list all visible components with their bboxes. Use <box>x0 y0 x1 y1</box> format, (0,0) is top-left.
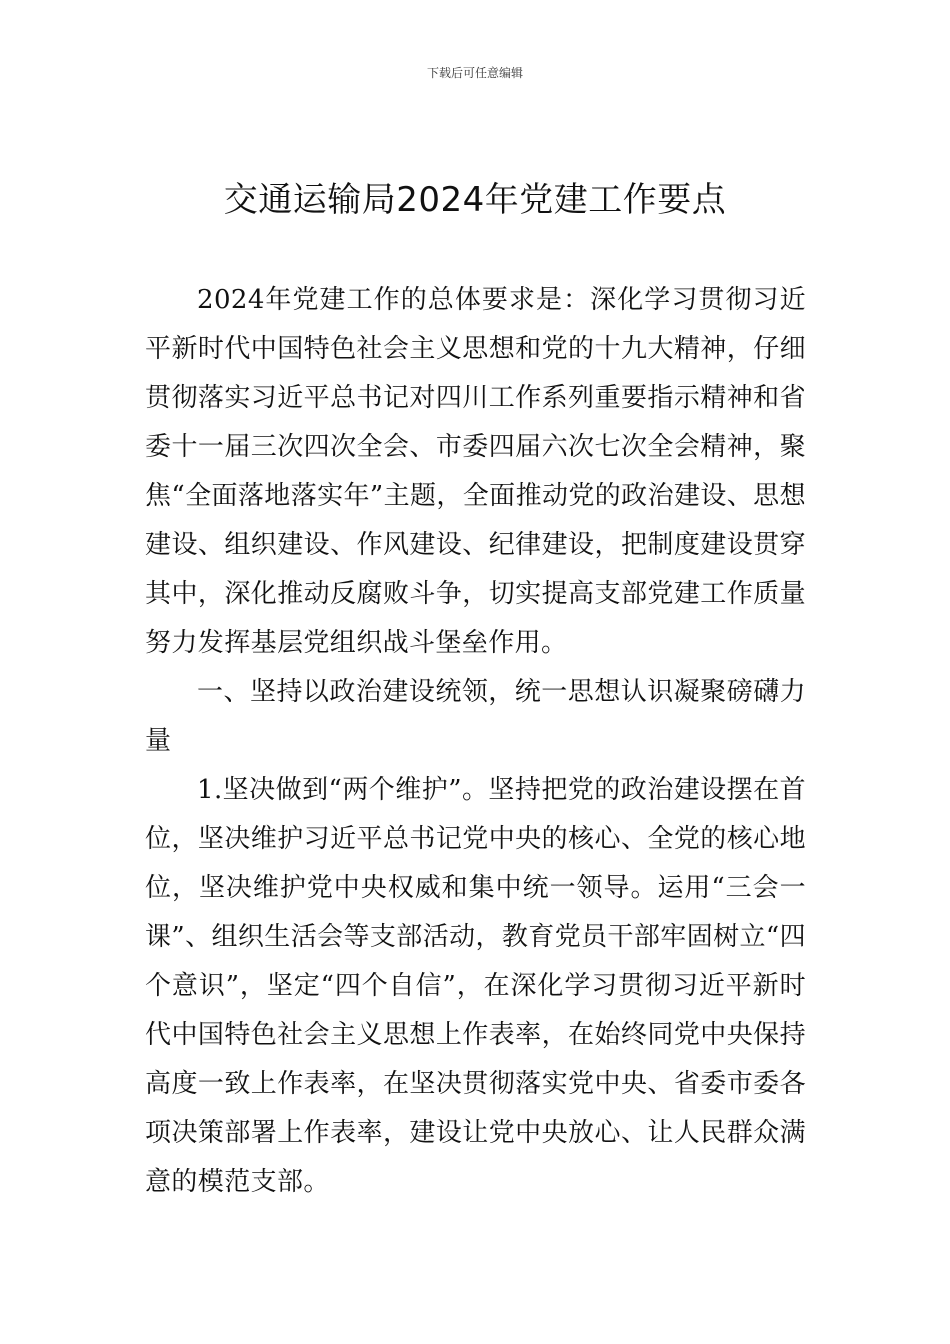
section-heading-1: 一、坚持以政治建设统领，统一思想认识凝聚磅礴力量 <box>145 677 806 756</box>
header-note: 下载后可任意编辑 <box>426 66 523 80</box>
paragraph-item-1: 1.坚决做到“两个维护”。坚持把党的政治建设摆在首位，坚决维护习近平总书记党中央的核心、全党的核心地位，坚决维护党中央权威和集中统一领导。运用“三会一课”、组织生活会等支部活动，教育党员干部牢固树立“四个意识”，坚定“四个自信”，在深化学习贯彻习近平新时代中国特色社会主义思想上作表率，在始终同党中央保持高度一致上作表率，在坚决贯彻落实党中央、省委市委各项决策部署上作表率，建设让党中央放心、让人民群众满意的模范支部。 <box>145 775 806 1197</box>
document-title: 交通运输局2024年党建工作要点 <box>223 180 727 220</box>
document-body <box>145 276 806 1207</box>
paragraph-overall-requirements: 2024年党建工作的总体要求是：深化学习贯彻习近平新时代中国特色社会主义思想和党的十九大精神，仔细贯彻落实习近平总书记对四川工作系列重要指示精神和省委十一届三次四次全会、市委四届六次七次全会精神，聚焦“全面落地落实年”主题，全面推动党的政治建设、思想建设、组织建设、作风建设、纪律建设，把制度建设贯穿其中，深化推动反腐败斗争，切实提高支部党建工作质量努力发挥基层党组织战斗堡垒作用。 <box>145 285 806 658</box>
